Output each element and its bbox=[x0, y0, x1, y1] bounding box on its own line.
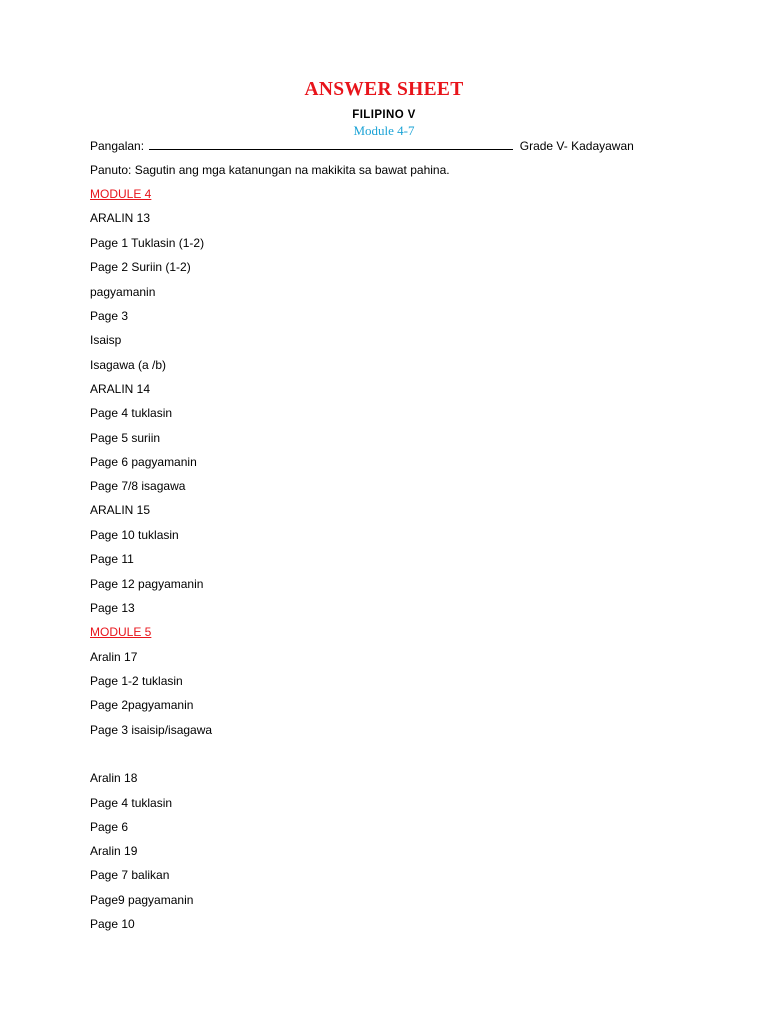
list-item: Page 5 suriin bbox=[90, 431, 161, 445]
list-item: Page 2 Suriin (1-2) bbox=[90, 260, 191, 274]
list-item: Isagawa (a /b) bbox=[90, 358, 167, 372]
name-label: Pangalan: bbox=[90, 139, 145, 153]
section-heading: MODULE 5 bbox=[90, 625, 152, 639]
instructions: Panuto: Sagutin ang mga katanungan na makikita sa bawat pahina. bbox=[90, 163, 450, 177]
list-item: Page 11 bbox=[90, 552, 134, 566]
name-blank-line bbox=[149, 138, 513, 150]
list-item: Isaisp bbox=[90, 333, 122, 347]
list-item: ARALIN 14 bbox=[90, 382, 151, 396]
list-item: Page 10 bbox=[90, 917, 135, 931]
list-item: Aralin 19 bbox=[90, 844, 138, 858]
list-item: Page 4 tuklasin bbox=[90, 406, 173, 420]
list-item: Page 10 tuklasin bbox=[90, 528, 179, 542]
list-item: Aralin 17 bbox=[90, 650, 138, 664]
list-item: Page 6 bbox=[90, 820, 129, 834]
section-heading: MODULE 4 bbox=[90, 187, 152, 201]
list-item: Page 7/8 isagawa bbox=[90, 479, 186, 493]
list-item: Page 13 bbox=[90, 601, 135, 615]
list-item: Page 12 pagyamanin bbox=[90, 577, 204, 591]
list-item: ARALIN 13 bbox=[90, 211, 151, 225]
list-item: Page 6 pagyamanin bbox=[90, 455, 197, 469]
list-item: Page 2pagyamanin bbox=[90, 698, 194, 712]
list-item: Page 4 tuklasin bbox=[90, 796, 173, 810]
list-item: Page 3 isaisip/isagawa bbox=[90, 723, 213, 737]
list-item: Page9 pagyamanin bbox=[90, 893, 194, 907]
list-item: pagyamanin bbox=[90, 285, 156, 299]
list-item: Page 1-2 tuklasin bbox=[90, 674, 183, 688]
list-item: Page 3 bbox=[90, 309, 129, 323]
list-item: Page 1 Tuklasin (1-2) bbox=[90, 236, 205, 250]
grade-section: Grade V- Kadayawan bbox=[519, 139, 634, 153]
module-range: Module 4-7 bbox=[353, 123, 415, 138]
page-title: ANSWER SHEET bbox=[304, 79, 464, 100]
list-item: ARALIN 15 bbox=[90, 503, 151, 517]
list-item: Aralin 18 bbox=[90, 771, 138, 785]
name-row bbox=[90, 138, 634, 153]
subject-heading: FILIPINO V bbox=[352, 109, 416, 121]
list-item: Page 7 balikan bbox=[90, 868, 170, 882]
